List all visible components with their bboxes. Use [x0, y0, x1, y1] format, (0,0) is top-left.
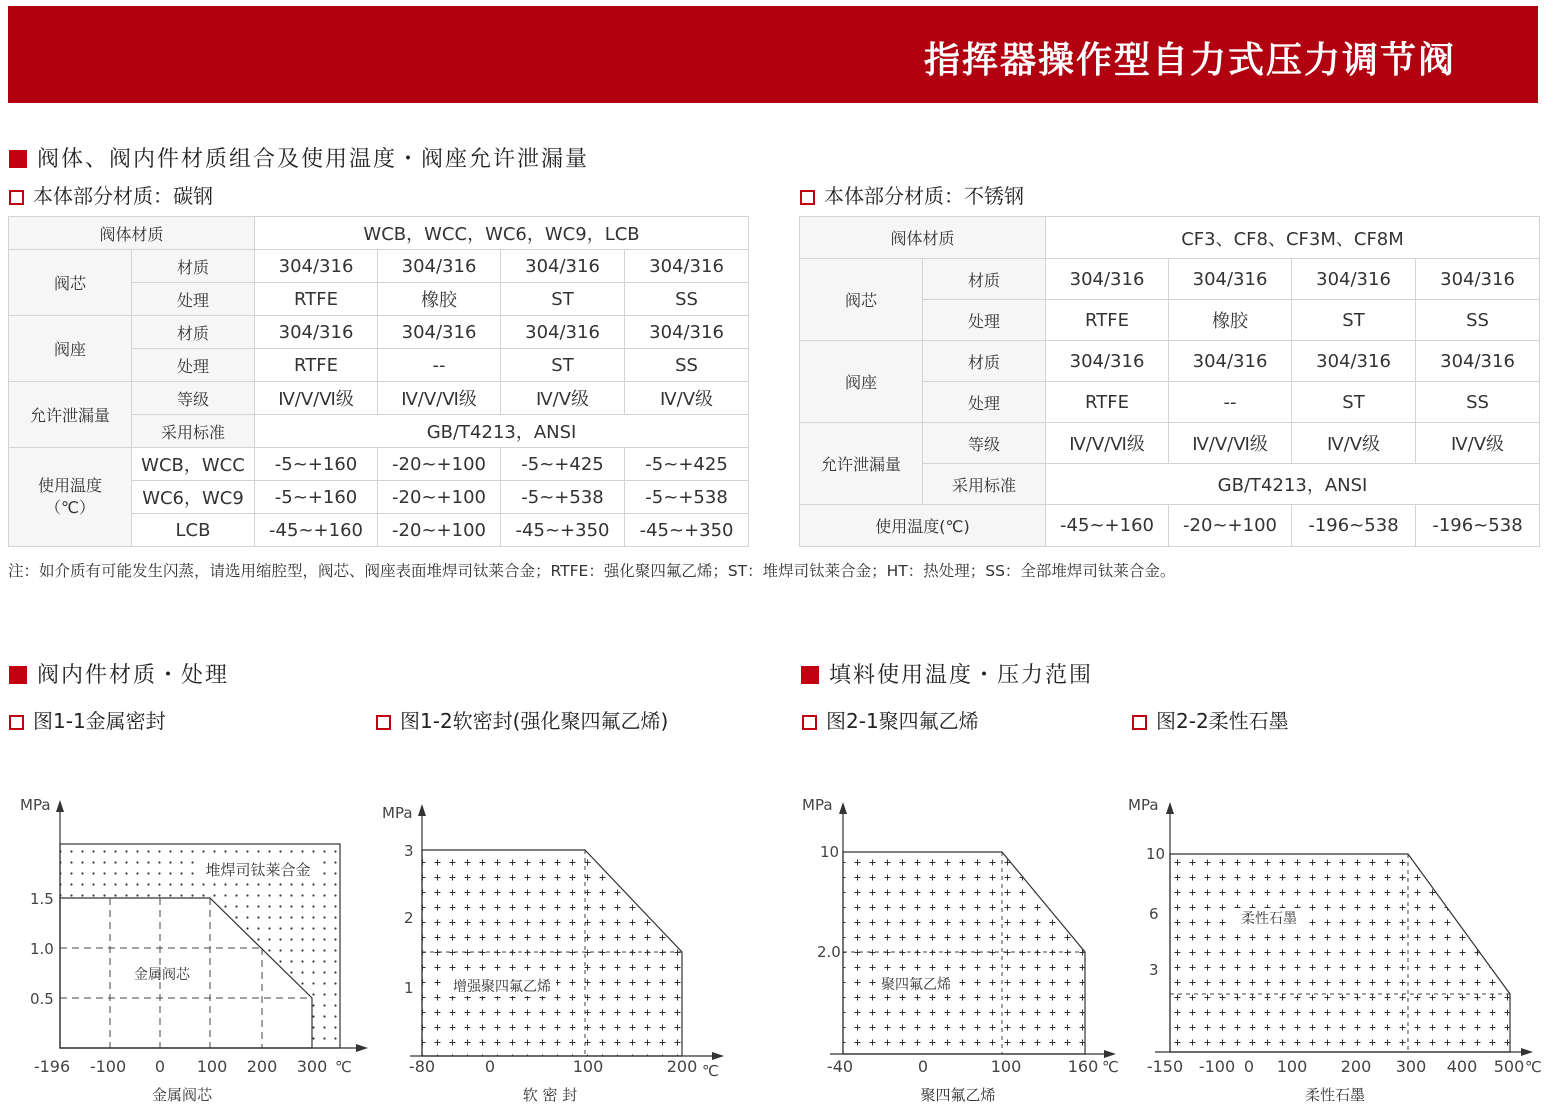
table-cell: RTFE [1046, 382, 1169, 423]
table-cell: RTFE [1046, 300, 1169, 341]
region-label: 金属阀芯 [134, 967, 190, 983]
leak-label: 允许泄漏量 [9, 382, 132, 448]
checkbox-square-icon [376, 715, 391, 730]
table-cell: -45~+350 [501, 514, 625, 547]
region-rtfe [422, 850, 682, 1056]
table-cell: Ⅳ/Ⅴ级 [501, 382, 625, 415]
y-axis-arrow [1166, 802, 1174, 814]
treatment-label: 处理 [923, 300, 1046, 341]
standard-value: GB/T4213，ANSI [1046, 464, 1540, 505]
x-tick: -40 [826, 1057, 854, 1076]
region-label: 柔性石墨 [1241, 911, 1297, 927]
table-cell: 304/316 [625, 316, 749, 349]
table-cell: 304/316 [1416, 259, 1540, 300]
grade-label: 等级 [923, 423, 1046, 464]
table-cell: 304/316 [1416, 341, 1540, 382]
material-label: 材质 [132, 250, 255, 283]
x-tick: 400 [1446, 1057, 1478, 1076]
x-axis-arrow [1104, 1050, 1116, 1058]
table-cell: 304/316 [625, 250, 749, 283]
checkbox-square-icon [9, 190, 24, 205]
seat-label: 阀座 [9, 316, 132, 382]
table-cell: -45~+160 [255, 514, 378, 547]
checkbox-square-icon [9, 715, 24, 730]
y-tick: 1 [404, 979, 414, 997]
material-label: 材质 [132, 316, 255, 349]
checkbox-square-icon [802, 715, 817, 730]
red-square-icon [801, 666, 819, 684]
table-cell: Ⅳ/Ⅴ级 [1292, 423, 1416, 464]
header-banner [8, 6, 1538, 103]
table-cell: SS [1416, 382, 1540, 423]
x-axis-arrow [712, 1052, 724, 1060]
subtitle-fig2-1: 图2-1聚四氟乙烯 [802, 705, 979, 734]
table-cell: SS [625, 283, 749, 316]
table-cell: ST [501, 283, 625, 316]
temp-row-label: WCB，WCC [132, 448, 255, 481]
table-cell: 304/316 [255, 250, 378, 283]
table-cell: RTFE [255, 349, 378, 382]
y-tick: 2.0 [817, 943, 841, 961]
table-cell: 304/316 [378, 316, 501, 349]
table-cell: -20~+100 [378, 481, 501, 514]
table-cell: Ⅳ/Ⅴ/Ⅵ级 [1046, 423, 1169, 464]
chart-soft-seal [370, 780, 740, 1104]
table-cell: -5~+538 [625, 481, 749, 514]
x-tick: 100 [196, 1057, 228, 1076]
x-axis-arrow [356, 1044, 368, 1052]
table-cell: 304/316 [1046, 341, 1169, 382]
x-tick: -100 [89, 1057, 127, 1076]
x-unit: ℃ [1102, 1058, 1119, 1076]
temp-row-label: WC6，WC9 [132, 481, 255, 514]
x-tick: 300 [296, 1057, 328, 1076]
table-cell: -45~+350 [625, 514, 749, 547]
footnote: 注：如介质有可能发生闪蒸，请选用缩腔型，阀芯、阀座表面堆焊司钛莱合金；RTFE：强化聚四氟乙烯；ST：堆焊司钛莱合金；HT：热处理；SS：全部堆焊司钛莱合金。 [8, 562, 1176, 580]
subtitle-fig1-2: 图1-2软密封(强化聚四氟乙烯) [376, 705, 668, 734]
temp-label: 使用温度（℃） [9, 448, 132, 547]
table-cell: -196~538 [1416, 505, 1540, 547]
body-material-value: CF3、CF8、CF3M、CF8M [1046, 217, 1540, 259]
table-cell: Ⅳ/Ⅴ/Ⅵ级 [255, 382, 378, 415]
table-cell: -196~538 [1292, 505, 1416, 547]
y-tick: 0.5 [30, 990, 54, 1008]
region-label: 堆焊司钛莱合金 [205, 861, 311, 879]
chart-metal-seal [0, 780, 380, 1104]
table-cell: -5~+425 [501, 448, 625, 481]
checkbox-square-icon [1132, 715, 1147, 730]
chart-ptfe-packing [790, 780, 1130, 1104]
carbon-steel-table [8, 216, 749, 547]
table-cell: -20~+100 [378, 514, 501, 547]
x-tick: 0 [484, 1057, 496, 1076]
section-title-internals: 阀内件材质・处理 [9, 658, 229, 689]
table-cell: Ⅳ/Ⅴ级 [1416, 423, 1540, 464]
x-tick: 0 [154, 1057, 166, 1076]
y-tick: 3 [404, 842, 414, 860]
subtitle-carbon-steel: 本体部分材质：碳钢 [9, 180, 213, 209]
x-tick: 300 [1395, 1057, 1427, 1076]
stainless-steel-table [799, 216, 1540, 547]
table-cell: Ⅳ/Ⅴ级 [625, 382, 749, 415]
x-unit: ℃ [1525, 1058, 1542, 1076]
table-cell: 橡胶 [378, 283, 501, 316]
x-tick: -80 [408, 1057, 436, 1076]
region-label: 增强聚四氟乙烯 [453, 979, 551, 995]
treatment-label: 处理 [923, 382, 1046, 423]
red-square-icon [9, 666, 27, 684]
temp-row-label: LCB [132, 514, 255, 547]
x-tick: 100 [990, 1057, 1022, 1076]
x-tick: -196 [33, 1057, 71, 1076]
x-tick: 160 [1067, 1057, 1099, 1076]
subtitle-fig1-1: 图1-1金属密封 [9, 705, 166, 734]
x-tick: 100 [1276, 1057, 1308, 1076]
table-cell: 304/316 [1292, 259, 1416, 300]
y-tick: 1.0 [30, 940, 54, 958]
table-cell: -5~+425 [625, 448, 749, 481]
y-axis-label: MPa [802, 796, 833, 814]
region-ptfe [843, 852, 1085, 1054]
y-tick: 10 [1146, 845, 1166, 863]
treatment-label: 处理 [132, 349, 255, 382]
table-cell: ST [501, 349, 625, 382]
y-tick: 1.5 [30, 890, 54, 908]
table-cell: ST [1292, 300, 1416, 341]
chart-title: 柔性石墨 [1304, 1086, 1366, 1104]
subtitle-fig2-2: 图2-2柔性石墨 [1132, 705, 1289, 734]
y-axis-label: MPa [20, 796, 51, 814]
table-cell: -20~+100 [378, 448, 501, 481]
checkbox-square-icon [800, 190, 815, 205]
body-material-label: 阀体材质 [800, 217, 1046, 259]
y-axis-arrow [839, 802, 847, 814]
table-cell: 304/316 [501, 316, 625, 349]
x-tick: 0 [1243, 1057, 1255, 1076]
table-cell: 304/316 [1046, 259, 1169, 300]
core-label: 阀芯 [9, 250, 132, 316]
table-cell: -20~+100 [1169, 505, 1292, 547]
subtitle-stainless-steel: 本体部分材质：不锈钢 [800, 180, 1024, 209]
y-axis-label: MPa [382, 804, 413, 822]
table-cell: Ⅳ/Ⅴ/Ⅵ级 [1169, 423, 1292, 464]
body-material-label: 阀体材质 [9, 217, 255, 250]
x-tick: 200 [246, 1057, 278, 1076]
seat-label: 阀座 [800, 341, 923, 423]
standard-label: 采用标准 [923, 464, 1046, 505]
y-tick: 10 [820, 843, 840, 861]
y-tick: 3 [1149, 961, 1159, 979]
table-cell: -45~+160 [1046, 505, 1169, 547]
table-cell: ST [1292, 382, 1416, 423]
table-cell: RTFE [255, 283, 378, 316]
table-cell: 304/316 [1169, 341, 1292, 382]
x-axis-arrow [1521, 1048, 1533, 1056]
standard-value: GB/T4213，ANSI [255, 415, 749, 448]
x-tick: 100 [572, 1057, 604, 1076]
temp-label: 使用温度(℃) [800, 505, 1046, 547]
standard-label: 采用标准 [132, 415, 255, 448]
body-material-value: WCB，WCC，WC6，WC9，LCB [255, 217, 749, 250]
chart-title: 聚四氟乙烯 [920, 1086, 996, 1104]
y-axis-arrow [56, 800, 64, 812]
material-label: 材质 [923, 341, 1046, 382]
table-cell: 304/316 [501, 250, 625, 283]
section-title-materials: 阀体、阀内件材质组合及使用温度・阀座允许泄漏量 [9, 142, 589, 173]
table-cell: Ⅳ/Ⅴ/Ⅵ级 [378, 382, 501, 415]
section-title-packing: 填料使用温度・压力范围 [801, 658, 1093, 689]
y-tick: 2 [404, 909, 414, 927]
x-unit: ℃ [702, 1062, 719, 1080]
table-cell: 304/316 [1169, 259, 1292, 300]
material-label: 材质 [923, 259, 1046, 300]
leak-label: 允许泄漏量 [800, 423, 923, 505]
region-graphite [1170, 854, 1510, 1052]
region-label: 聚四氟乙烯 [881, 977, 951, 993]
y-axis-label: MPa [1128, 796, 1159, 814]
x-tick: -150 [1146, 1057, 1184, 1076]
chart-title: 软 密 封 [522, 1086, 578, 1104]
table-cell: -- [1169, 382, 1292, 423]
x-unit: ℃ [335, 1058, 352, 1076]
x-tick: 500 [1493, 1057, 1525, 1076]
red-square-icon [9, 150, 27, 168]
x-tick: 200 [1340, 1057, 1372, 1076]
table-cell: 304/316 [1292, 341, 1416, 382]
table-cell: 304/316 [378, 250, 501, 283]
core-label: 阀芯 [800, 259, 923, 341]
table-cell: 304/316 [255, 316, 378, 349]
page-title: 指挥器操作型自力式压力调节阀 [923, 40, 1456, 81]
table-cell: -- [378, 349, 501, 382]
x-tick: 200 [666, 1057, 698, 1076]
y-axis-arrow [418, 804, 426, 816]
chart-title: 金属阀芯 [151, 1086, 213, 1104]
x-tick: 0 [917, 1057, 929, 1076]
table-cell: -5~+160 [255, 481, 378, 514]
table-cell: 橡胶 [1169, 300, 1292, 341]
y-tick: 6 [1149, 905, 1159, 923]
table-cell: SS [625, 349, 749, 382]
grade-label: 等级 [132, 382, 255, 415]
table-cell: -5~+538 [501, 481, 625, 514]
table-cell: SS [1416, 300, 1540, 341]
treatment-label: 处理 [132, 283, 255, 316]
table-cell: -5~+160 [255, 448, 378, 481]
chart-graphite-packing [1125, 780, 1540, 1104]
x-tick: -100 [1198, 1057, 1236, 1076]
